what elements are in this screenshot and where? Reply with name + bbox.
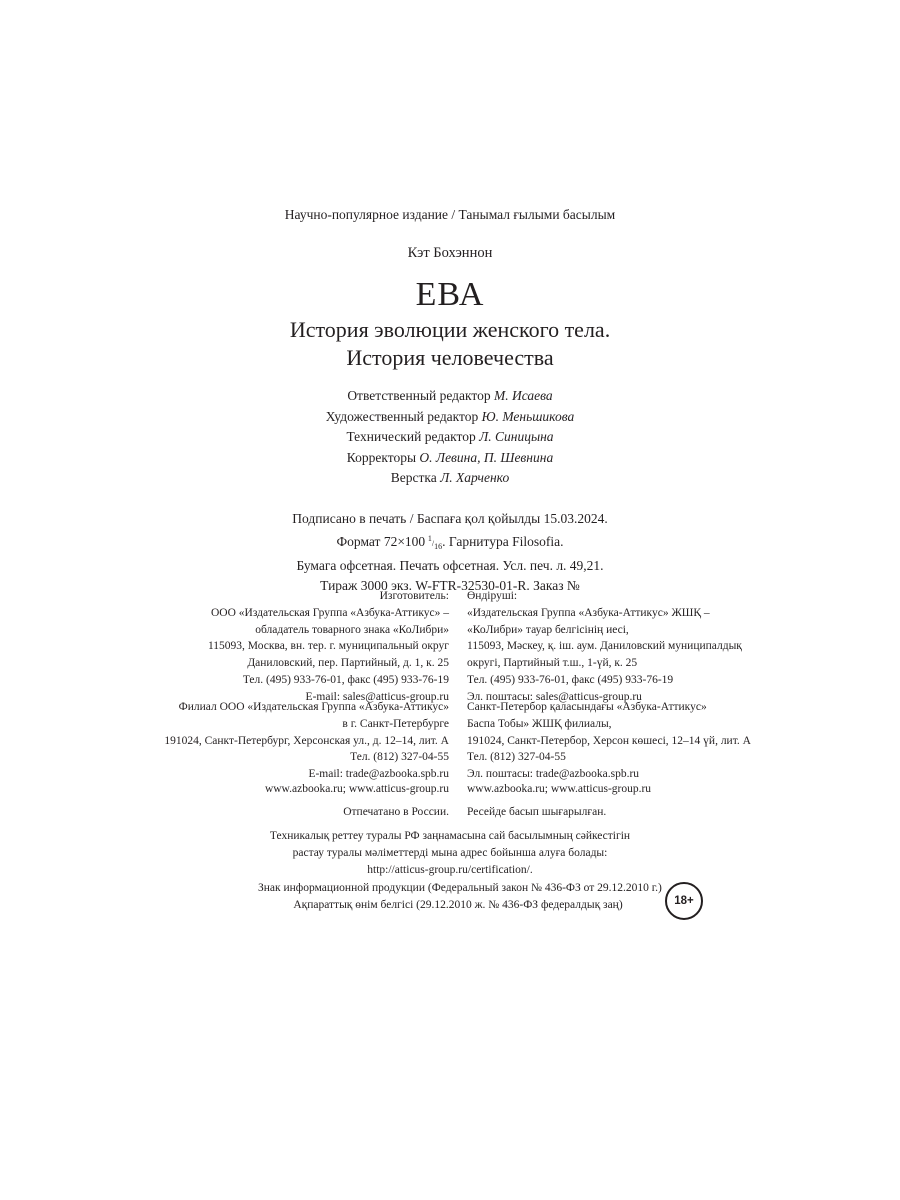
branch-ru-line: в г. Санкт-Петербурге bbox=[342, 717, 449, 730]
info-sign-block bbox=[258, 880, 662, 914]
credit-line bbox=[0, 448, 900, 469]
publisher-kz-line: Тел. (495) 933-76-01, факс (495) 933-76-19 bbox=[467, 673, 674, 686]
credit-name: Л. Харченко bbox=[440, 470, 510, 485]
certification-block bbox=[0, 828, 900, 878]
printed-ru-line: Отпечатано в России. bbox=[343, 806, 449, 818]
credit-name: Л. Синицына bbox=[479, 429, 554, 444]
credit-role: Корректоры bbox=[346, 449, 417, 465]
subtitle-line: История эволюции женского тела. bbox=[289, 317, 611, 342]
format-suffix: . Гарнитура Filosofia. bbox=[442, 533, 564, 549]
branch-kz bbox=[467, 699, 751, 783]
credit-role: Верстка bbox=[390, 470, 437, 485]
credit-role: Художественный редактор bbox=[325, 408, 479, 424]
publisher-ru-line: Даниловский, пер. Партийный, д. 1, к. 25 bbox=[247, 657, 449, 670]
print-info-block bbox=[0, 509, 900, 595]
signed-line: Подписано в печать / Баспаға қол қойылды 15.03.2024. bbox=[292, 511, 608, 526]
credit-line bbox=[0, 427, 900, 448]
subtitle-line: История человечества bbox=[346, 345, 554, 370]
publisher-ru bbox=[208, 588, 449, 706]
publisher-kz-line: Өндіруші: bbox=[467, 590, 518, 602]
publisher-ru-line: ООО «Издательская Группа «Азбука-Аттикус» – bbox=[211, 606, 449, 619]
branch-kz-line: Тел. (812) 327-04-55 bbox=[467, 751, 566, 764]
run-line: Тираж 3000 экз. W-FTR-32530-01-R. Заказ № bbox=[320, 577, 580, 593]
websites-kz bbox=[467, 781, 651, 798]
branch-kz-line: Санкт-Петербор қаласындағы «Азбука-Аттикус» bbox=[467, 701, 707, 713]
publisher-ru-line: Изготовитель: bbox=[379, 590, 449, 602]
branch-ru-line: E-mail: trade@azbooka.spb.ru bbox=[308, 768, 449, 781]
credit-line bbox=[0, 386, 900, 407]
websites-ru-line: www.azbooka.ru; www.atticus-group.ru bbox=[264, 783, 449, 795]
format-fraction: $^1/_{16}$ bbox=[427, 533, 443, 551]
author-name: Кэт Бохэннон bbox=[407, 245, 493, 261]
publisher-kz-line: Эл. поштасы: sales@atticus-group.ru bbox=[467, 690, 642, 703]
certification-line: растау туралы мәліметтерді мына адрес бойынша алуға болады: bbox=[292, 846, 608, 859]
printed-ru bbox=[343, 804, 449, 821]
branch-kz-line: 191024, Санкт-Петербор, Херсон көшесі, 12–14 үй, лит. А bbox=[467, 734, 751, 747]
credit-role: Технический редактор bbox=[346, 429, 476, 444]
book-subtitle bbox=[0, 316, 900, 372]
credit-name: О. Левина, П. Шевнина bbox=[419, 449, 554, 465]
branch-ru-line: 191024, Санкт-Петербург, Херсонская ул., д. 12–14, лит. А bbox=[164, 734, 449, 747]
printed-kz bbox=[467, 804, 606, 821]
branch-kz-line: Баспа Тобы» ЖШҚ филиалы, bbox=[467, 717, 612, 730]
branch-ru bbox=[164, 699, 449, 783]
credit-name: М. Исаева bbox=[494, 388, 553, 403]
websites-ru bbox=[265, 781, 449, 798]
publisher-kz-line: «Издательская Группа «Азбука-Аттикус» ЖШҚ – bbox=[467, 606, 710, 619]
format-line bbox=[0, 529, 900, 557]
publisher-ru-line: E-mail: sales@atticus-group.ru bbox=[305, 690, 449, 703]
credit-role: Ответственный редактор bbox=[347, 388, 491, 403]
websites-kz-line: www.azbooka.ru; www.atticus-group.ru bbox=[467, 783, 652, 795]
printed-kz-line: Ресейде басып шығарылған. bbox=[467, 806, 607, 818]
branch-ru-line: Тел. (812) 327-04-55 bbox=[350, 751, 449, 764]
certification-line: Техникалық реттеу туралы РФ заңнамасына сай басылымның сәйкестігін bbox=[269, 830, 631, 842]
credit-line bbox=[0, 468, 900, 489]
genre-line: Научно-популярное издание / Танымал ғылыми басылым bbox=[284, 207, 616, 222]
publisher-ru-line: Тел. (495) 933-76-01, факс (495) 933-76-19 bbox=[242, 673, 449, 686]
publisher-ru-line: 115093, Москва, вн. тер. г. муниципальный округ bbox=[207, 640, 449, 653]
book-title: ЕВА bbox=[415, 276, 485, 313]
publisher-kz bbox=[467, 588, 742, 706]
fraction-numerator: 1 bbox=[427, 533, 432, 543]
branch-kz-line: Эл. поштасы: trade@azbooka.spb.ru bbox=[467, 768, 640, 781]
age-rating-badge: 18+ bbox=[665, 882, 703, 920]
paper-line: Бумага офсетная. Печать офсетная. Усл. печ. л. 49,21. bbox=[296, 558, 604, 573]
fraction-denominator: 16 bbox=[434, 541, 443, 551]
branch-ru-line: Филиал ООО «Издательская Группа «Азбука-Аттикус» bbox=[178, 701, 449, 713]
credit-line bbox=[0, 407, 900, 428]
certification-line: http://atticus-group.ru/certification/. bbox=[367, 863, 533, 876]
publisher-ru-line: обладатель товарного знака «КоЛибри» bbox=[255, 623, 449, 636]
credits-block bbox=[0, 386, 900, 489]
publisher-kz-line: 115093, Мәскеу, қ. іш. аум. Даниловский муниципалдық bbox=[467, 640, 742, 653]
publisher-kz-line: «КоЛибри» тауар белгісінің иесі, bbox=[467, 623, 629, 636]
info-sign-line: Ақпараттық өнім белгісі (29.12.2010 ж. № 436-ФЗ федералдық заң) bbox=[293, 898, 623, 911]
publisher-kz-line: округі, Партийный т.ш., 1-үй, к. 25 bbox=[467, 657, 638, 670]
credit-name: Ю. Меньшикова bbox=[481, 408, 575, 424]
format-prefix: Формат 72×100 bbox=[336, 533, 426, 549]
info-sign-line: Знак информационной продукции (Федеральный закон № 436-ФЗ от 29.12.2010 г.) bbox=[258, 882, 662, 894]
